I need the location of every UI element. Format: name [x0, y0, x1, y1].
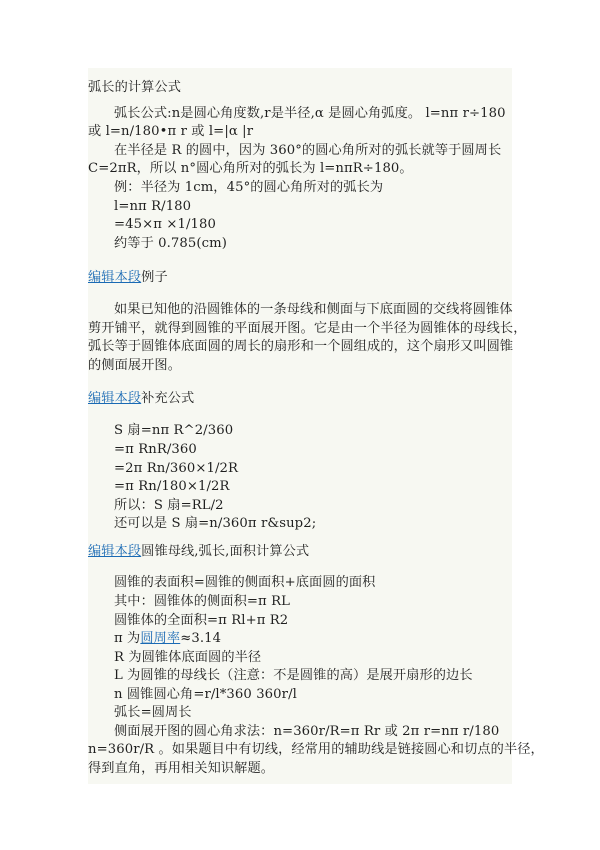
- article-body: [88, 68, 544, 784]
- edit-section-link[interactable]: 编辑本段: [88, 391, 142, 406]
- paragraph-line: C=2πR，所以 n°圆心角所对的弧长为 l=nπR÷180。: [88, 161, 413, 176]
- pi-prefix: π 为: [114, 631, 141, 646]
- pi-suffix: ≈3.14: [180, 631, 222, 646]
- formula-line: 约等于 0.785(cm): [114, 236, 227, 251]
- paragraph-line: 的侧面展开图。: [88, 358, 182, 373]
- section-heading-example: [88, 270, 168, 286]
- paragraph-line: 在半径是 R 的圆中，因为 360°的圆心角所对的弧长就等于圆周长: [114, 143, 502, 158]
- paragraph-line: 其中：圆锥体的侧面积=π RL: [114, 594, 290, 609]
- paragraph-line: 圆锥体的全面积=π Rl+π R2: [114, 613, 289, 628]
- formula-line: 所以：S 扇=RL/2: [114, 498, 224, 513]
- formula-line: =2π Rn/360×1/2R: [114, 461, 239, 476]
- section-heading-text: 圆锥母线,弧长,面积计算公式: [141, 544, 310, 559]
- formula-line: =45×π ×1/180: [114, 217, 216, 232]
- formula-line: =π RnR/360: [114, 442, 197, 457]
- paragraph-line: 例：半径为 1cm，45°的圆心角所对的弧长为: [114, 180, 384, 195]
- section-heading-text: 例子: [141, 270, 168, 285]
- paragraph-line: n=360r/R 。如果题目中有切线，经常用的辅助线是链接圆心和切点的半径，: [88, 742, 544, 757]
- paragraph-line: 如果已知他的沿圆锥体的一条母线和侧面与下底面圆的交线将圆锥体: [114, 302, 513, 317]
- article-title: 弧长的计算公式: [88, 80, 182, 95]
- paragraph-line: R 为圆锥体底面圆的半径: [114, 650, 262, 665]
- formula-line: l=nπ R/180: [114, 199, 192, 214]
- section-heading-text: 补充公式: [141, 391, 195, 406]
- paragraph-line: 弧长等于圆锥体底面圆的周长的扇形和一个圆组成的，这个扇形又叫圆锥: [88, 339, 514, 354]
- edit-section-link[interactable]: 编辑本段: [88, 270, 142, 285]
- paragraph-line: 弧长=圆周长: [114, 705, 192, 720]
- formula-line: =π Rn/180×1/2R: [114, 479, 230, 494]
- paragraph-line: L 为圆锥的母线长（注意：不是圆锥的高）是展开扇形的边长: [114, 668, 473, 683]
- section-heading-cone: [88, 544, 309, 560]
- section-heading-supplement: [88, 391, 194, 407]
- pi-link[interactable]: 圆周率: [140, 631, 181, 646]
- formula-line: 还可以是 S 扇=n/360π r&sup2;: [114, 516, 317, 531]
- paragraph-line: 或 l=n/180•π r 或 l=|α |r: [88, 124, 254, 139]
- paragraph-line: n 圆锥圆心角=r/l*360 360r/l: [114, 687, 297, 702]
- edit-section-link[interactable]: 编辑本段: [88, 544, 142, 559]
- paragraph-line: 剪开铺平，就得到圆锥的平面展开图。它是由一个半径为圆锥体的母线长，: [88, 321, 527, 336]
- paragraph-line: 侧面展开图的圆心角求法：n=360r/R=π Rr 或 2π r=nπ r/180: [114, 724, 500, 739]
- paragraph-line: 弧长公式:n是圆心角度数,r是半径,α 是圆心角弧度。 l=nπ r÷180: [114, 106, 506, 121]
- paragraph-line: 圆锥的表面积=圆锥的侧面积+底面圆的面积: [114, 575, 376, 590]
- paragraph-line: 得到直角，再用相关知识解题。: [88, 761, 275, 776]
- formula-line: S 扇=nπ R^2/360: [114, 423, 234, 438]
- pi-definition-line: [114, 631, 221, 647]
